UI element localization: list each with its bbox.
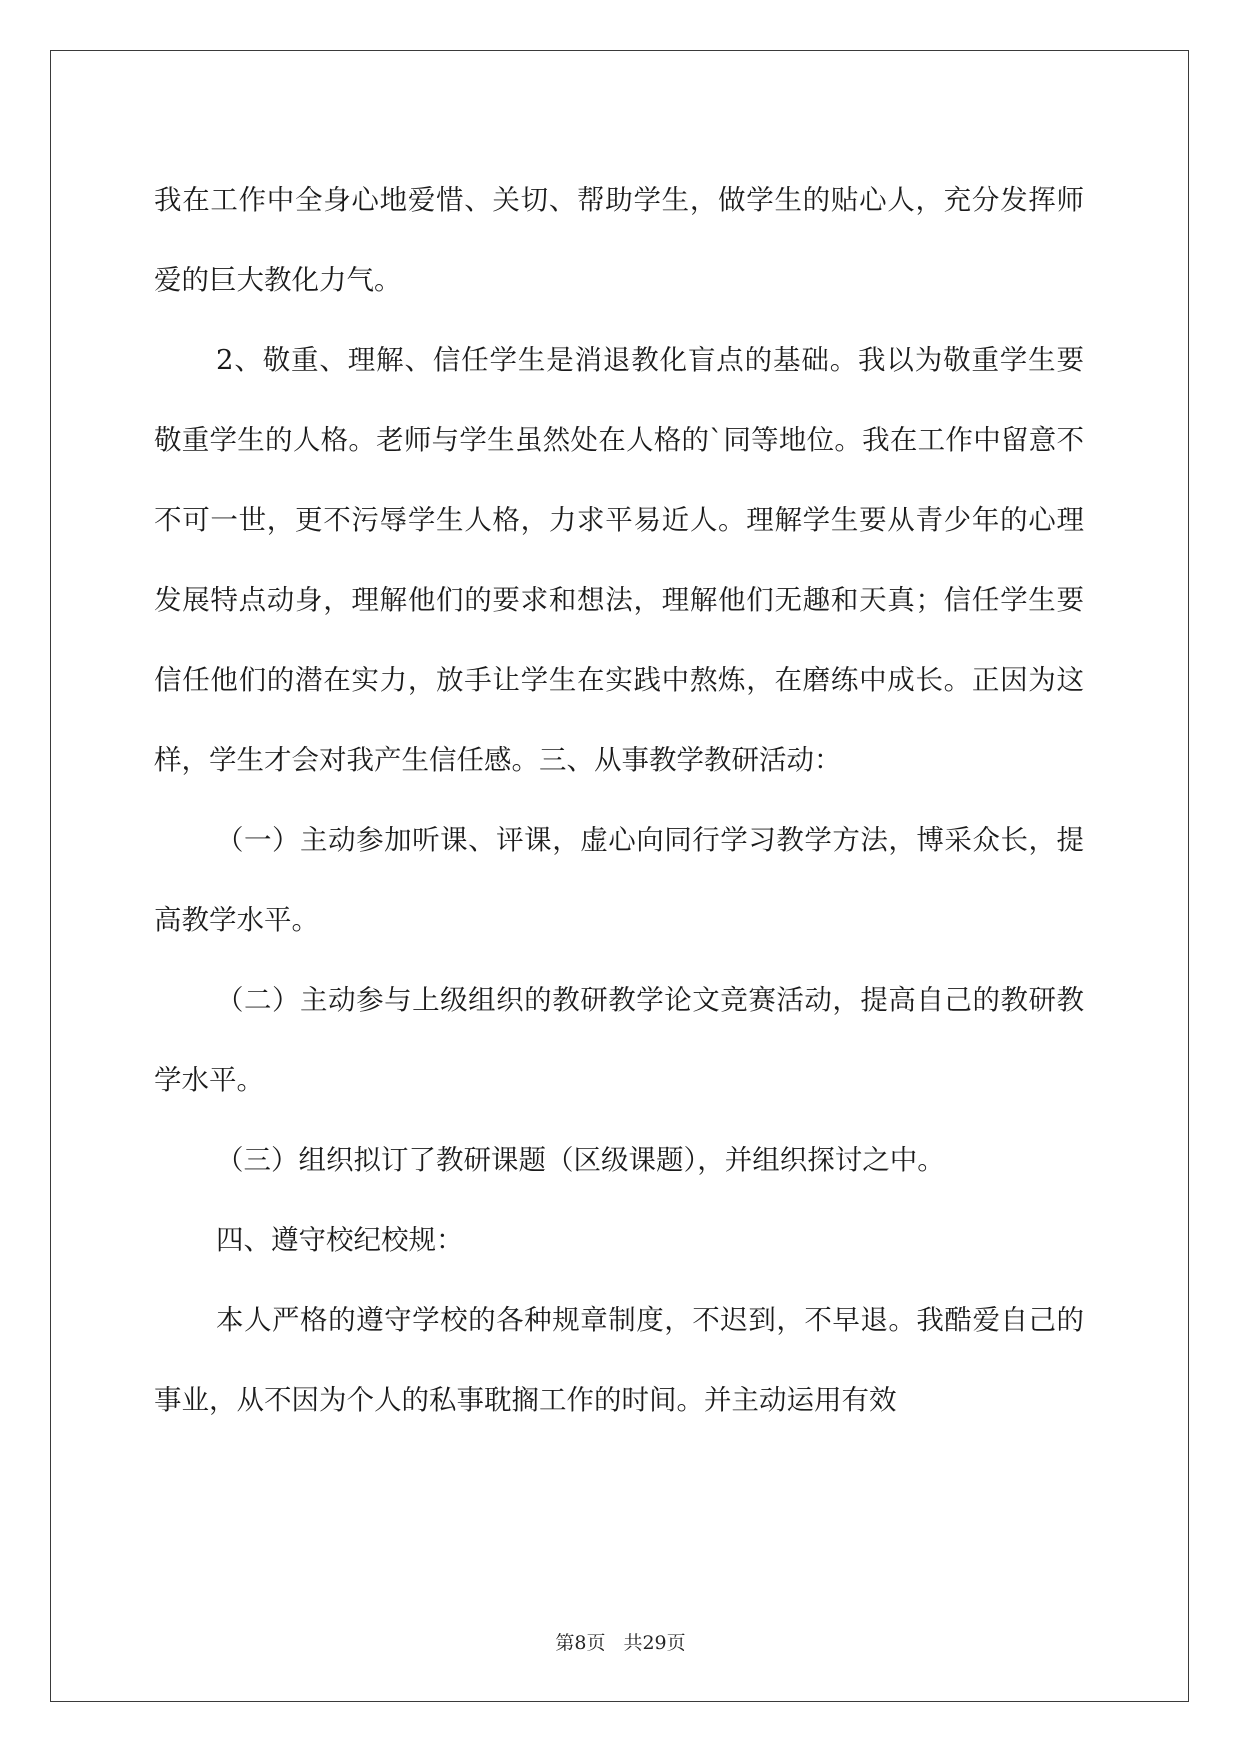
paragraph-item-2: （二）主动参与上级组织的教研教学论文竞赛活动，提高自己的教研教学水平。 bbox=[154, 984, 1084, 1096]
paragraph-continued: 我在工作中全身心地爱惜、关切、帮助学生，做学生的贴心人，充分发挥师爱的巨大教化力气。 bbox=[154, 184, 1084, 296]
section-heading-rules: 四、遵守校纪校规： bbox=[216, 1224, 464, 1256]
total-pages: 共29页 bbox=[623, 1632, 686, 1654]
paragraph-discipline: 本人严格的遵守学校的各种规章制度，不迟到，不早退。我酷爱自己的事业，从不因为个人的私事耽搁工作的时间。并主动运用有效 bbox=[154, 1304, 1084, 1416]
page-footer bbox=[0, 1628, 1241, 1655]
paragraph-item-3: （三）组织拟订了教研课题（区级课题），并组织探讨之中。 bbox=[216, 1144, 945, 1176]
current-page-number: 第8页 bbox=[555, 1632, 606, 1654]
document-body bbox=[154, 160, 1084, 1440]
paragraph-respect-students: 2、敬重、理解、信任学生是消退教化盲点的基础。我以为敬重学生要敬重学生的人格。老师与学生虽然处在人格的`同等地位。我在工作中留意不不可一世，更不污辱学生人格，力求平易近人。理解学生要从青少年的心理发展特点动身，理解他们的要求和想法，理解他们无趣和天真；信任学生要信任他们的潜在实力，放手让学生在实践中熬炼，在磨练中成长。正因为这样，学生才会对我产生信任感。三、从事教学教研活动： bbox=[154, 344, 1084, 776]
paragraph-item-1: （一）主动参加听课、评课，虚心向同行学习教学方法，博采众长，提高教学水平。 bbox=[154, 824, 1084, 936]
